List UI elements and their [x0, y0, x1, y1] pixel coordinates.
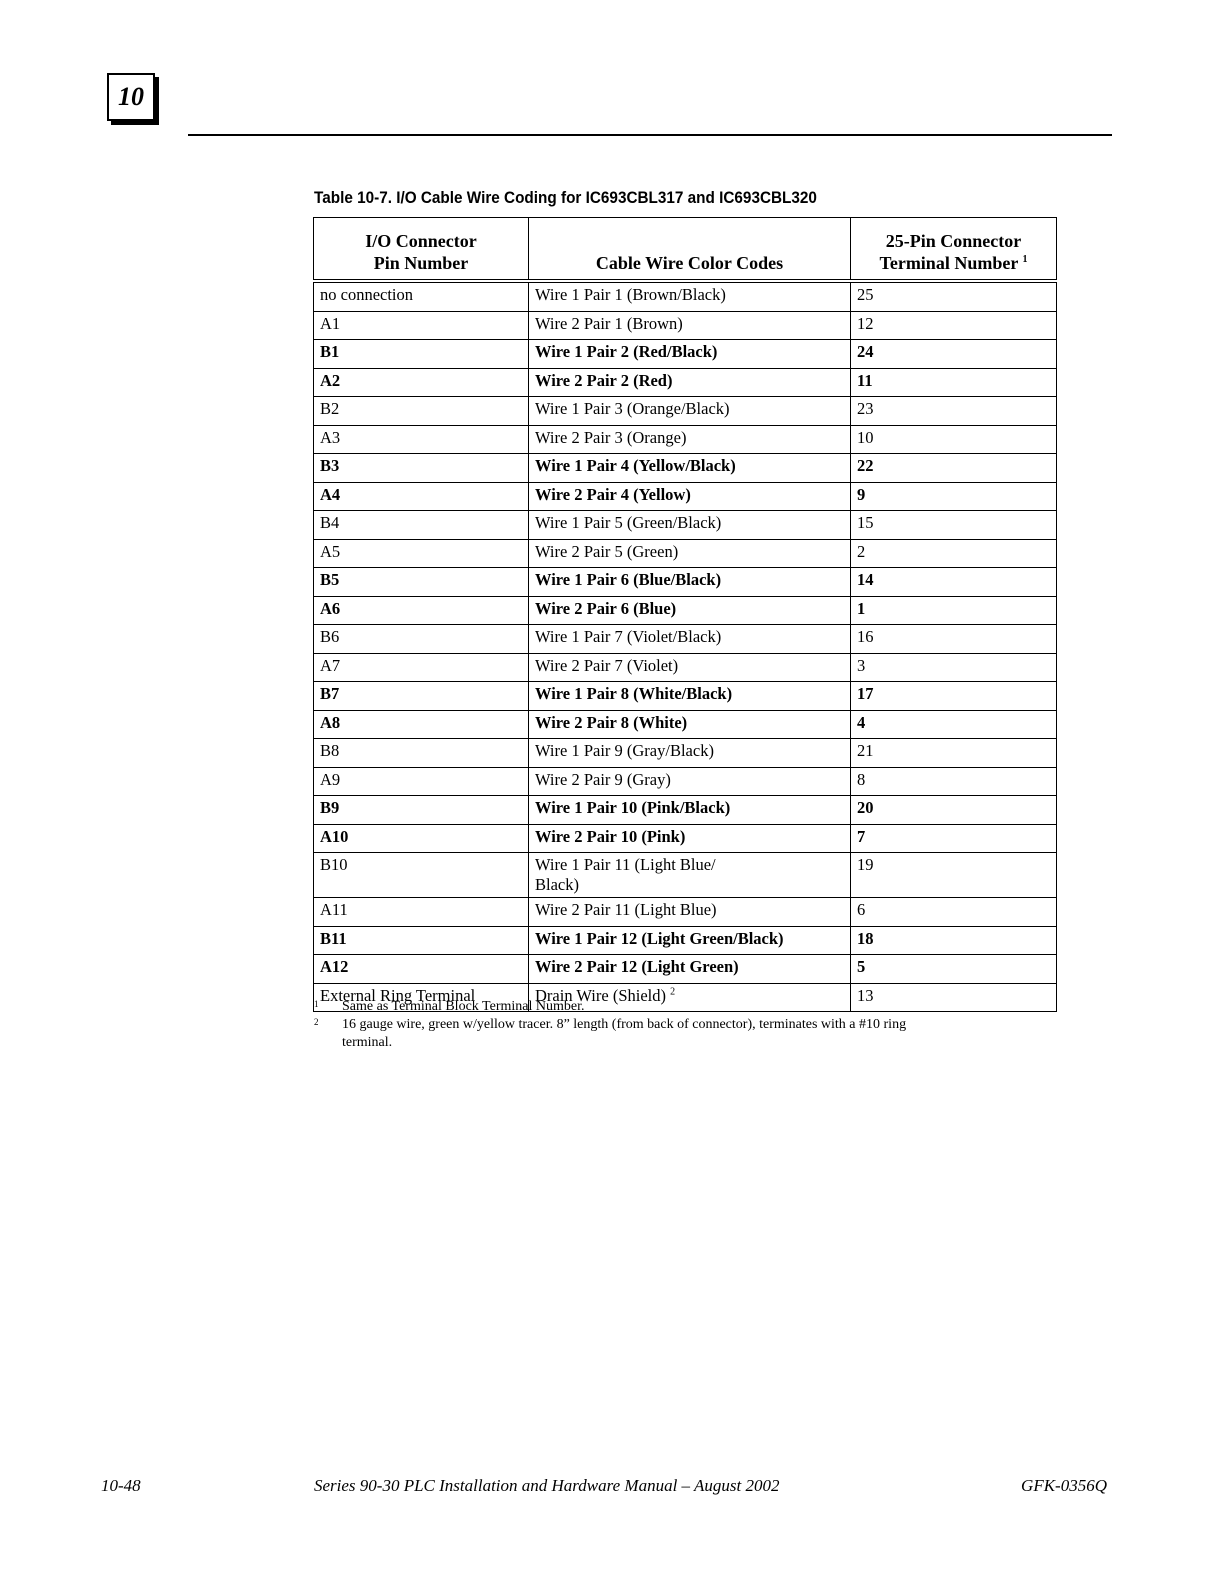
- table-row: [314, 425, 1057, 454]
- wire-color-text: Wire 2 Pair 1 (Brown): [535, 313, 683, 333]
- pin-number-cell: A5: [314, 539, 529, 568]
- pin-number-cell: B5: [314, 568, 529, 597]
- terminal-number-cell: 23: [851, 397, 1057, 426]
- pin-number-cell: A6: [314, 596, 529, 625]
- terminal-number-cell: 22: [851, 454, 1057, 483]
- table-row: [314, 796, 1057, 825]
- pin-number-cell: A8: [314, 710, 529, 739]
- wire-color-text: Wire 2 Pair 8 (White): [535, 712, 688, 732]
- wire-color-cell: [529, 739, 851, 768]
- terminal-number-cell: 25: [851, 281, 1057, 311]
- wire-color-cell: [529, 824, 851, 853]
- terminal-number-cell: 9: [851, 482, 1057, 511]
- wire-color-text: Wire 2 Pair 12 (Light Green): [535, 957, 739, 976]
- wire-color-cell: [529, 926, 851, 955]
- table-body: [314, 281, 1057, 1012]
- wire-color-text: Wire 2 Pair 5 (Green): [535, 541, 679, 561]
- footnote-mark: 2: [314, 1017, 319, 1027]
- table-row: [314, 454, 1057, 483]
- terminal-number-cell: 1: [851, 596, 1057, 625]
- pin-number-cell: A1: [314, 311, 529, 340]
- terminal-number-cell: 4: [851, 710, 1057, 739]
- table-row: [314, 625, 1057, 654]
- wire-color-text: Wire 1 Pair 3 (Orange/Black): [535, 399, 730, 418]
- terminal-number-cell: 7: [851, 824, 1057, 853]
- pin-number-cell: A11: [314, 898, 529, 927]
- footnotes: [314, 998, 954, 1052]
- wire-color-cell: [529, 425, 851, 454]
- wire-color-text: Wire 2 Pair 6 (Blue): [535, 598, 677, 618]
- wire-color-cell: [529, 653, 851, 682]
- table-row: [314, 482, 1057, 511]
- terminal-number-cell: 19: [851, 853, 1057, 898]
- wire-color-text: Wire 1 Pair 1 (Brown/Black): [535, 285, 726, 304]
- table-row: [314, 853, 1057, 898]
- wire-color-text: Wire 2 Pair 11 (Light Blue): [535, 900, 717, 919]
- page-number: 10-48: [101, 1476, 141, 1495]
- wire-color-cell: [529, 454, 851, 483]
- header-wire-color: Cable Wire Color Codes: [529, 218, 851, 282]
- footnote: [314, 1016, 954, 1052]
- terminal-number-cell: 17: [851, 682, 1057, 711]
- table-row: [314, 568, 1057, 597]
- wire-color-cell: [529, 596, 851, 625]
- chapter-number: 10: [118, 82, 144, 111]
- header-terminal-number: 25-Pin Connector Terminal Number $^1$: [851, 218, 1057, 282]
- table-caption: Table 10-7. I/O Cable Wire Coding for IC693CBL317 and IC693CBL320: [314, 188, 817, 207]
- pin-number-cell: B8: [314, 739, 529, 768]
- wire-color-text: Wire 1 Pair 9 (Gray/Black): [535, 741, 714, 760]
- terminal-number-cell: 10: [851, 425, 1057, 454]
- table-row: [314, 926, 1057, 955]
- pin-number-cell: B9: [314, 796, 529, 825]
- chapter-number-box: [107, 73, 155, 121]
- pin-number-cell: A2: [314, 368, 529, 397]
- wire-color-text: Wire 2 Pair 10 (Pink): [535, 826, 686, 846]
- terminal-number-cell: 8: [851, 767, 1057, 796]
- wire-color-text: Drain Wire (Shield): [535, 985, 666, 1005]
- terminal-number-cell: 20: [851, 796, 1057, 825]
- pin-number-cell: A7: [314, 653, 529, 682]
- pin-number-cell: B3: [314, 454, 529, 483]
- pin-number-cell: B2: [314, 397, 529, 426]
- terminal-number-cell: 13: [851, 983, 1057, 1012]
- wire-color-cell: [529, 625, 851, 654]
- footnote-text: Same as Terminal Block Terminal Number.: [342, 999, 585, 1014]
- wire-color-cell: [529, 568, 851, 597]
- pin-number-cell: B6: [314, 625, 529, 654]
- wire-color-text: Wire 1 Pair 11 (Light Blue/ Black): [535, 855, 716, 894]
- wire-color-text: Wire 2 Pair 3 (Orange): [535, 427, 687, 447]
- wire-color-text: Wire 1 Pair 4 (Yellow/Black): [535, 456, 736, 475]
- footnote-mark: 1: [314, 999, 319, 1009]
- wire-color-text: Wire 1 Pair 10 (Pink/Black): [535, 798, 731, 817]
- wire-color-cell: [529, 898, 851, 927]
- wire-color-cell: [529, 710, 851, 739]
- table-row: [314, 311, 1057, 340]
- pin-number-cell: A10: [314, 824, 529, 853]
- pin-number-cell: A9: [314, 767, 529, 796]
- footnote-text: 16 gauge wire, green w/yellow tracer. 8” length (from back of connector), terminates with a #10 ring terminal.: [342, 1017, 907, 1050]
- pin-number-cell: B4: [314, 511, 529, 540]
- pin-number-cell: A12: [314, 955, 529, 984]
- header-footnote-ref: 1: [1022, 254, 1028, 265]
- wire-color-cell: [529, 796, 851, 825]
- wire-color-text: Wire 2 Pair 2 (Red): [535, 370, 673, 390]
- table-row: [314, 539, 1057, 568]
- terminal-number-cell: 12: [851, 311, 1057, 340]
- table-row: [314, 653, 1057, 682]
- terminal-number-cell: 2: [851, 539, 1057, 568]
- terminal-number-cell: 14: [851, 568, 1057, 597]
- wire-coding-table: [313, 217, 1057, 1012]
- wire-color-cell: [529, 311, 851, 340]
- terminal-number-cell: 11: [851, 368, 1057, 397]
- terminal-number-cell: 21: [851, 739, 1057, 768]
- terminal-number-cell: 6: [851, 898, 1057, 927]
- manual-title: Series 90-30 PLC Installation and Hardware Manual – August 2002: [314, 1476, 780, 1495]
- wire-color-text: Wire 2 Pair 9 (Gray): [535, 769, 671, 789]
- pin-number-cell: no connection: [314, 281, 529, 311]
- pin-number-cell: B10: [314, 853, 529, 898]
- wire-color-text: Wire 1 Pair 6 (Blue/Black): [535, 570, 722, 589]
- pin-number-cell: External Ring Terminal: [314, 983, 529, 1012]
- terminal-number-cell: 16: [851, 625, 1057, 654]
- footnote-ref: 2: [670, 986, 676, 997]
- terminal-number-cell: 5: [851, 955, 1057, 984]
- wire-color-cell: [529, 482, 851, 511]
- pin-number-cell: B11: [314, 926, 529, 955]
- wire-color-text: Wire 1 Pair 12 (Light Green/Black): [535, 928, 784, 948]
- table-row: [314, 281, 1057, 311]
- wire-color-text: Wire 1 Pair 5 (Green/Black): [535, 513, 722, 532]
- table-row: [314, 710, 1057, 739]
- wire-color-text: Wire 2 Pair 7 (Violet): [535, 655, 679, 675]
- table-header-row: [314, 218, 1057, 282]
- pin-number-cell: A4: [314, 482, 529, 511]
- wire-color-text: Wire 1 Pair 2 (Red/Black): [535, 342, 718, 361]
- wire-color-cell: [529, 955, 851, 984]
- table-row: [314, 824, 1057, 853]
- wire-color-text: Wire 2 Pair 4 (Yellow): [535, 484, 691, 504]
- terminal-number-cell: 18: [851, 926, 1057, 955]
- header-rule: [188, 134, 1112, 136]
- wire-color-cell: [529, 511, 851, 540]
- table-row: [314, 767, 1057, 796]
- pin-number-cell: B1: [314, 340, 529, 369]
- table-row: [314, 955, 1057, 984]
- header-pin-number: I/O Connector Pin Number: [314, 218, 529, 282]
- table-row: [314, 682, 1057, 711]
- footnote: [314, 998, 954, 1016]
- pin-number-cell: A3: [314, 425, 529, 454]
- wire-color-cell: [529, 539, 851, 568]
- table-row: [314, 596, 1057, 625]
- table-row: [314, 340, 1057, 369]
- wire-color-text: Wire 1 Pair 7 (Violet/Black): [535, 627, 722, 646]
- terminal-number-cell: 15: [851, 511, 1057, 540]
- table-row: [314, 511, 1057, 540]
- wire-color-text: Wire 1 Pair 8 (White/Black): [535, 684, 733, 703]
- table-row: [314, 368, 1057, 397]
- wire-color-cell: [529, 397, 851, 426]
- wire-color-cell: [529, 767, 851, 796]
- table-row: [314, 898, 1057, 927]
- table-row: [314, 397, 1057, 426]
- table-row: [314, 739, 1057, 768]
- pin-number-cell: B7: [314, 682, 529, 711]
- wire-color-cell: [529, 281, 851, 311]
- doc-code: GFK-0356Q: [1021, 1476, 1107, 1495]
- wire-color-cell: [529, 853, 851, 898]
- wire-color-cell: [529, 368, 851, 397]
- terminal-number-cell: 24: [851, 340, 1057, 369]
- wire-color-cell: [529, 682, 851, 711]
- wire-color-cell: [529, 340, 851, 369]
- terminal-number-cell: 3: [851, 653, 1057, 682]
